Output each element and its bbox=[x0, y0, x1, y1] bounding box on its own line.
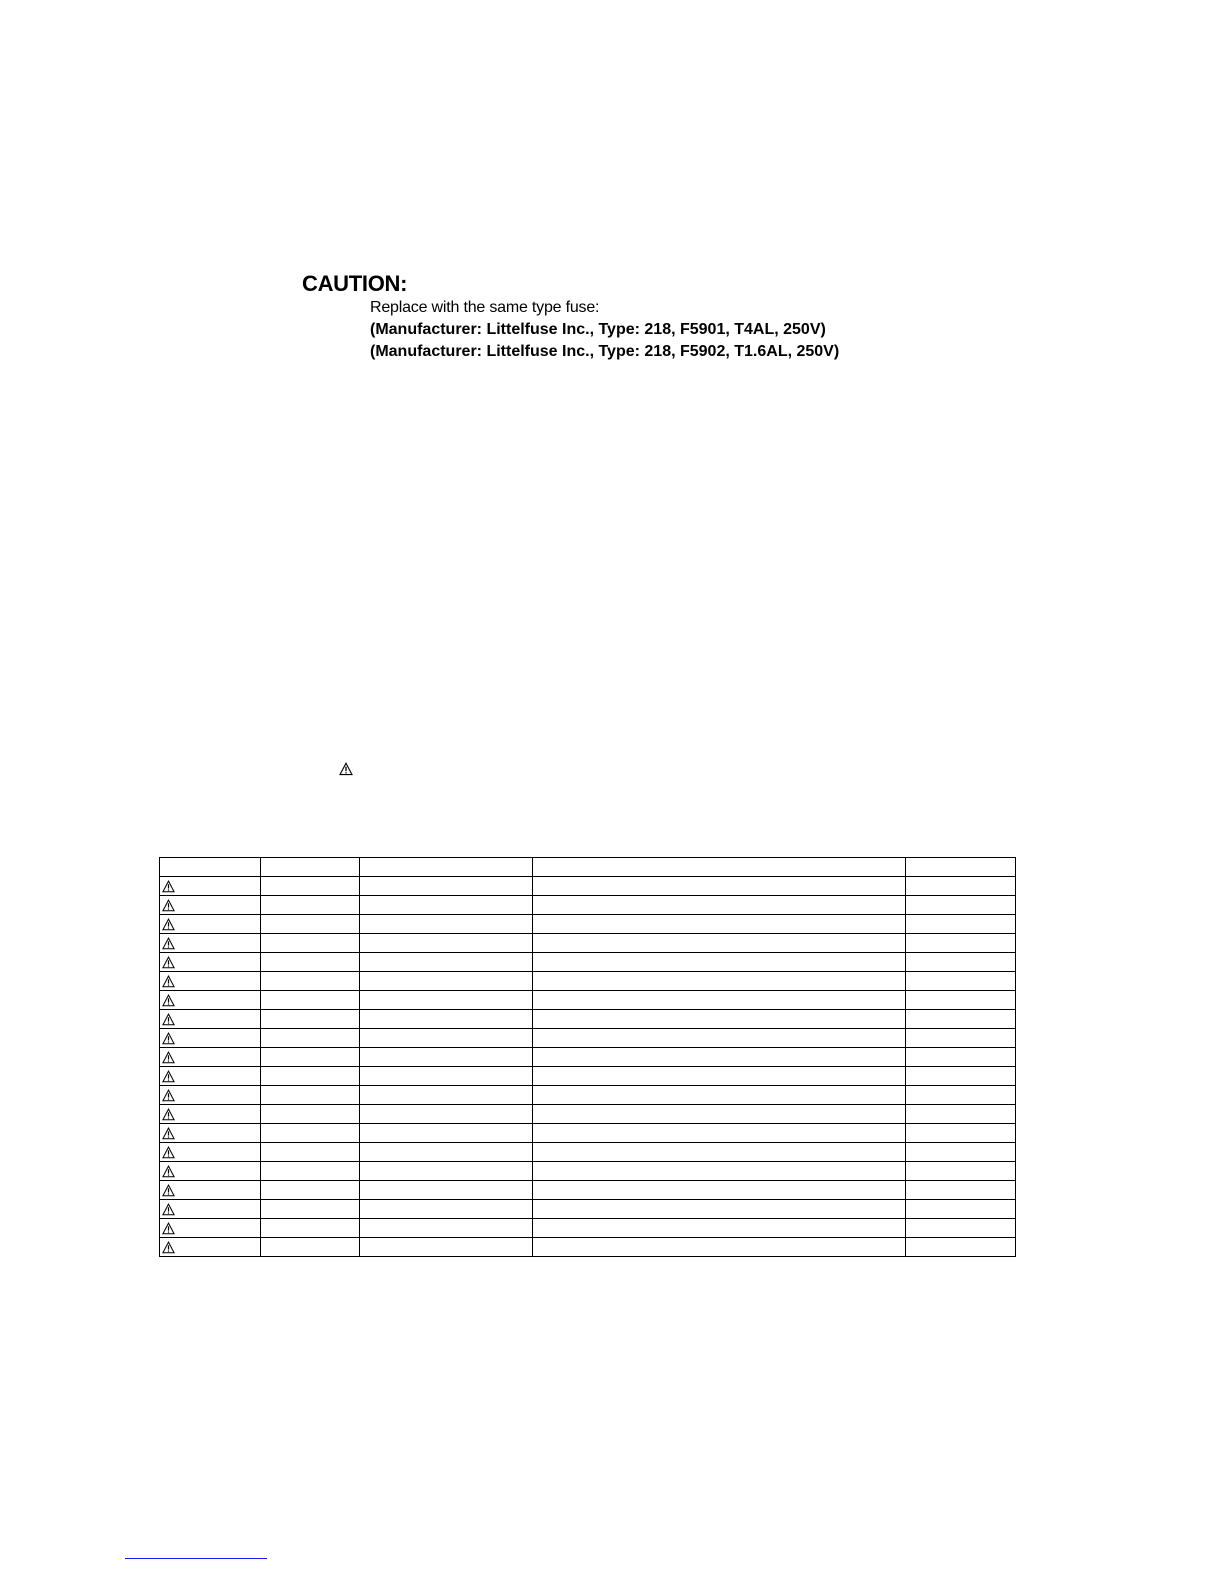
table-cell bbox=[360, 1219, 533, 1238]
safety-mark-cell bbox=[160, 896, 261, 915]
table-cell bbox=[261, 1219, 360, 1238]
caution-block bbox=[302, 270, 840, 360]
safety-mark-cell bbox=[160, 991, 261, 1010]
table-cell bbox=[533, 1010, 906, 1029]
table-cell bbox=[533, 1238, 906, 1257]
table-row bbox=[160, 1162, 1016, 1181]
table-cell bbox=[261, 896, 360, 915]
warning-triangle-icon bbox=[162, 1127, 175, 1140]
table-cell bbox=[360, 896, 533, 915]
safety-mark-cell bbox=[160, 1162, 261, 1181]
table-cell bbox=[906, 1238, 1016, 1257]
table-row bbox=[160, 1029, 1016, 1048]
table-cell bbox=[360, 915, 533, 934]
table-cell bbox=[906, 1181, 1016, 1200]
warning-triangle-icon bbox=[162, 1241, 175, 1254]
table-row bbox=[160, 896, 1016, 915]
warning-triangle-icon bbox=[162, 1108, 175, 1121]
table-cell bbox=[261, 1048, 360, 1067]
table-cell bbox=[906, 915, 1016, 934]
table-cell bbox=[261, 1124, 360, 1143]
table-cell bbox=[360, 1181, 533, 1200]
table-row bbox=[160, 877, 1016, 896]
table-cell bbox=[261, 1086, 360, 1105]
table-cell bbox=[360, 1200, 533, 1219]
table-cell bbox=[261, 934, 360, 953]
table-cell bbox=[360, 934, 533, 953]
table-cell bbox=[906, 1086, 1016, 1105]
table-row bbox=[160, 1105, 1016, 1124]
table-cell bbox=[261, 1067, 360, 1086]
safety-mark-cell bbox=[160, 1067, 261, 1086]
safety-mark-cell bbox=[160, 1029, 261, 1048]
table-cell bbox=[533, 972, 906, 991]
table-body bbox=[160, 877, 1016, 1257]
safety-mark-cell bbox=[160, 934, 261, 953]
table-cell bbox=[261, 1105, 360, 1124]
table-cell bbox=[261, 991, 360, 1010]
table-cell bbox=[906, 877, 1016, 896]
safety-mark-cell bbox=[160, 972, 261, 991]
table-cell bbox=[906, 953, 1016, 972]
table-row bbox=[160, 1200, 1016, 1219]
warning-triangle-icon bbox=[162, 994, 175, 1007]
table-cell bbox=[906, 972, 1016, 991]
header-cell bbox=[533, 858, 906, 877]
table-cell bbox=[360, 972, 533, 991]
table-cell bbox=[261, 1029, 360, 1048]
table-cell bbox=[261, 953, 360, 972]
safety-mark-cell bbox=[160, 1048, 261, 1067]
table-cell bbox=[906, 1219, 1016, 1238]
table-cell bbox=[533, 1143, 906, 1162]
table-cell bbox=[360, 953, 533, 972]
table-cell bbox=[906, 1143, 1016, 1162]
table-cell bbox=[261, 1238, 360, 1257]
safety-mark-cell bbox=[160, 915, 261, 934]
table-cell bbox=[360, 1029, 533, 1048]
warning-triangle-icon bbox=[162, 918, 175, 931]
table-cell bbox=[360, 1143, 533, 1162]
warning-triangle-icon bbox=[162, 899, 175, 912]
caution-instruction: Replace with the same type fuse: bbox=[370, 299, 600, 316]
table-cell bbox=[533, 1162, 906, 1181]
table-cell bbox=[261, 1200, 360, 1219]
header-cell bbox=[160, 858, 261, 877]
table-cell bbox=[360, 1010, 533, 1029]
table-cell bbox=[533, 896, 906, 915]
table-row bbox=[160, 1238, 1016, 1257]
warning-triangle-icon bbox=[162, 956, 175, 969]
table-cell bbox=[906, 1124, 1016, 1143]
table-cell bbox=[906, 991, 1016, 1010]
safety-parts-table bbox=[159, 857, 1016, 1257]
table-cell bbox=[261, 1162, 360, 1181]
table-cell bbox=[360, 1162, 533, 1181]
table-row bbox=[160, 991, 1016, 1010]
table-cell bbox=[906, 1048, 1016, 1067]
table-cell bbox=[906, 1067, 1016, 1086]
header-cell bbox=[261, 858, 360, 877]
safety-mark-cell bbox=[160, 1200, 261, 1219]
safety-mark-cell bbox=[160, 1010, 261, 1029]
warning-triangle-icon bbox=[162, 1013, 175, 1026]
table-cell bbox=[360, 1105, 533, 1124]
table-cell bbox=[906, 1105, 1016, 1124]
table-cell bbox=[533, 877, 906, 896]
table-cell bbox=[533, 1048, 906, 1067]
table-cell bbox=[906, 934, 1016, 953]
table-cell bbox=[533, 1200, 906, 1219]
table-header-row bbox=[160, 858, 1016, 877]
table-cell bbox=[360, 1067, 533, 1086]
table-cell bbox=[533, 1067, 906, 1086]
header-cell bbox=[360, 858, 533, 877]
fuse-spec-f5901: (Manufacturer: Littelfuse Inc., Type: 218, F5901, T4AL, 250V) bbox=[370, 321, 826, 338]
header-cell bbox=[906, 858, 1016, 877]
table-cell bbox=[261, 877, 360, 896]
table-row bbox=[160, 1219, 1016, 1238]
table-cell bbox=[360, 1124, 533, 1143]
table-cell bbox=[360, 1238, 533, 1257]
warning-triangle-icon bbox=[339, 762, 353, 776]
table-cell bbox=[533, 1181, 906, 1200]
table-cell bbox=[360, 1048, 533, 1067]
warning-triangle-icon bbox=[162, 1070, 175, 1083]
table-cell bbox=[906, 896, 1016, 915]
table-cell bbox=[533, 953, 906, 972]
safety-mark-cell bbox=[160, 1219, 261, 1238]
table-cell bbox=[261, 1010, 360, 1029]
table-cell bbox=[533, 1029, 906, 1048]
table-cell bbox=[906, 1010, 1016, 1029]
warning-triangle-icon bbox=[162, 1165, 175, 1178]
table-row bbox=[160, 1181, 1016, 1200]
table-cell bbox=[533, 1124, 906, 1143]
table-row bbox=[160, 1124, 1016, 1143]
table-row bbox=[160, 1048, 1016, 1067]
safety-mark-cell bbox=[160, 1124, 261, 1143]
warning-triangle-icon bbox=[162, 1184, 175, 1197]
warning-triangle-icon bbox=[162, 1222, 175, 1235]
warning-triangle-icon bbox=[162, 1089, 175, 1102]
safety-mark-cell bbox=[160, 1181, 261, 1200]
warning-triangle-icon bbox=[162, 1203, 175, 1216]
warning-triangle-icon bbox=[162, 880, 175, 893]
safety-mark-cell bbox=[160, 953, 261, 972]
table-cell bbox=[261, 915, 360, 934]
table-row bbox=[160, 1067, 1016, 1086]
warning-triangle-icon bbox=[162, 937, 175, 950]
safety-mark-cell bbox=[160, 1143, 261, 1162]
safety-mark-cell bbox=[160, 1105, 261, 1124]
table-row bbox=[160, 915, 1016, 934]
table-cell bbox=[261, 972, 360, 991]
warning-triangle-icon bbox=[162, 975, 175, 988]
fuse-spec-f5902: (Manufacturer: Littelfuse Inc., Type: 218, F5902, T1.6AL, 250V) bbox=[370, 343, 840, 360]
table-cell bbox=[533, 991, 906, 1010]
table-cell bbox=[906, 1200, 1016, 1219]
table-cell bbox=[533, 934, 906, 953]
table-cell bbox=[533, 915, 906, 934]
safety-mark-cell bbox=[160, 1238, 261, 1257]
table-cell bbox=[360, 991, 533, 1010]
table-cell bbox=[261, 1143, 360, 1162]
warning-triangle-icon bbox=[162, 1032, 175, 1045]
table-row bbox=[160, 1143, 1016, 1162]
table-cell bbox=[906, 1162, 1016, 1181]
table-row bbox=[160, 1086, 1016, 1105]
safety-mark-cell bbox=[160, 877, 261, 896]
table-cell bbox=[906, 1029, 1016, 1048]
table-cell bbox=[533, 1219, 906, 1238]
warning-triangle-icon bbox=[162, 1051, 175, 1064]
warning-triangle-icon bbox=[162, 1146, 175, 1159]
table-row bbox=[160, 953, 1016, 972]
caution-title: CAUTION: bbox=[302, 271, 408, 296]
table-row bbox=[160, 972, 1016, 991]
table-cell bbox=[360, 877, 533, 896]
table-row bbox=[160, 1010, 1016, 1029]
table-row bbox=[160, 934, 1016, 953]
footer-link-underline[interactable] bbox=[125, 1558, 267, 1559]
table-cell bbox=[533, 1086, 906, 1105]
table-cell bbox=[533, 1105, 906, 1124]
safety-mark-cell bbox=[160, 1086, 261, 1105]
table-cell bbox=[261, 1181, 360, 1200]
table-cell bbox=[360, 1086, 533, 1105]
